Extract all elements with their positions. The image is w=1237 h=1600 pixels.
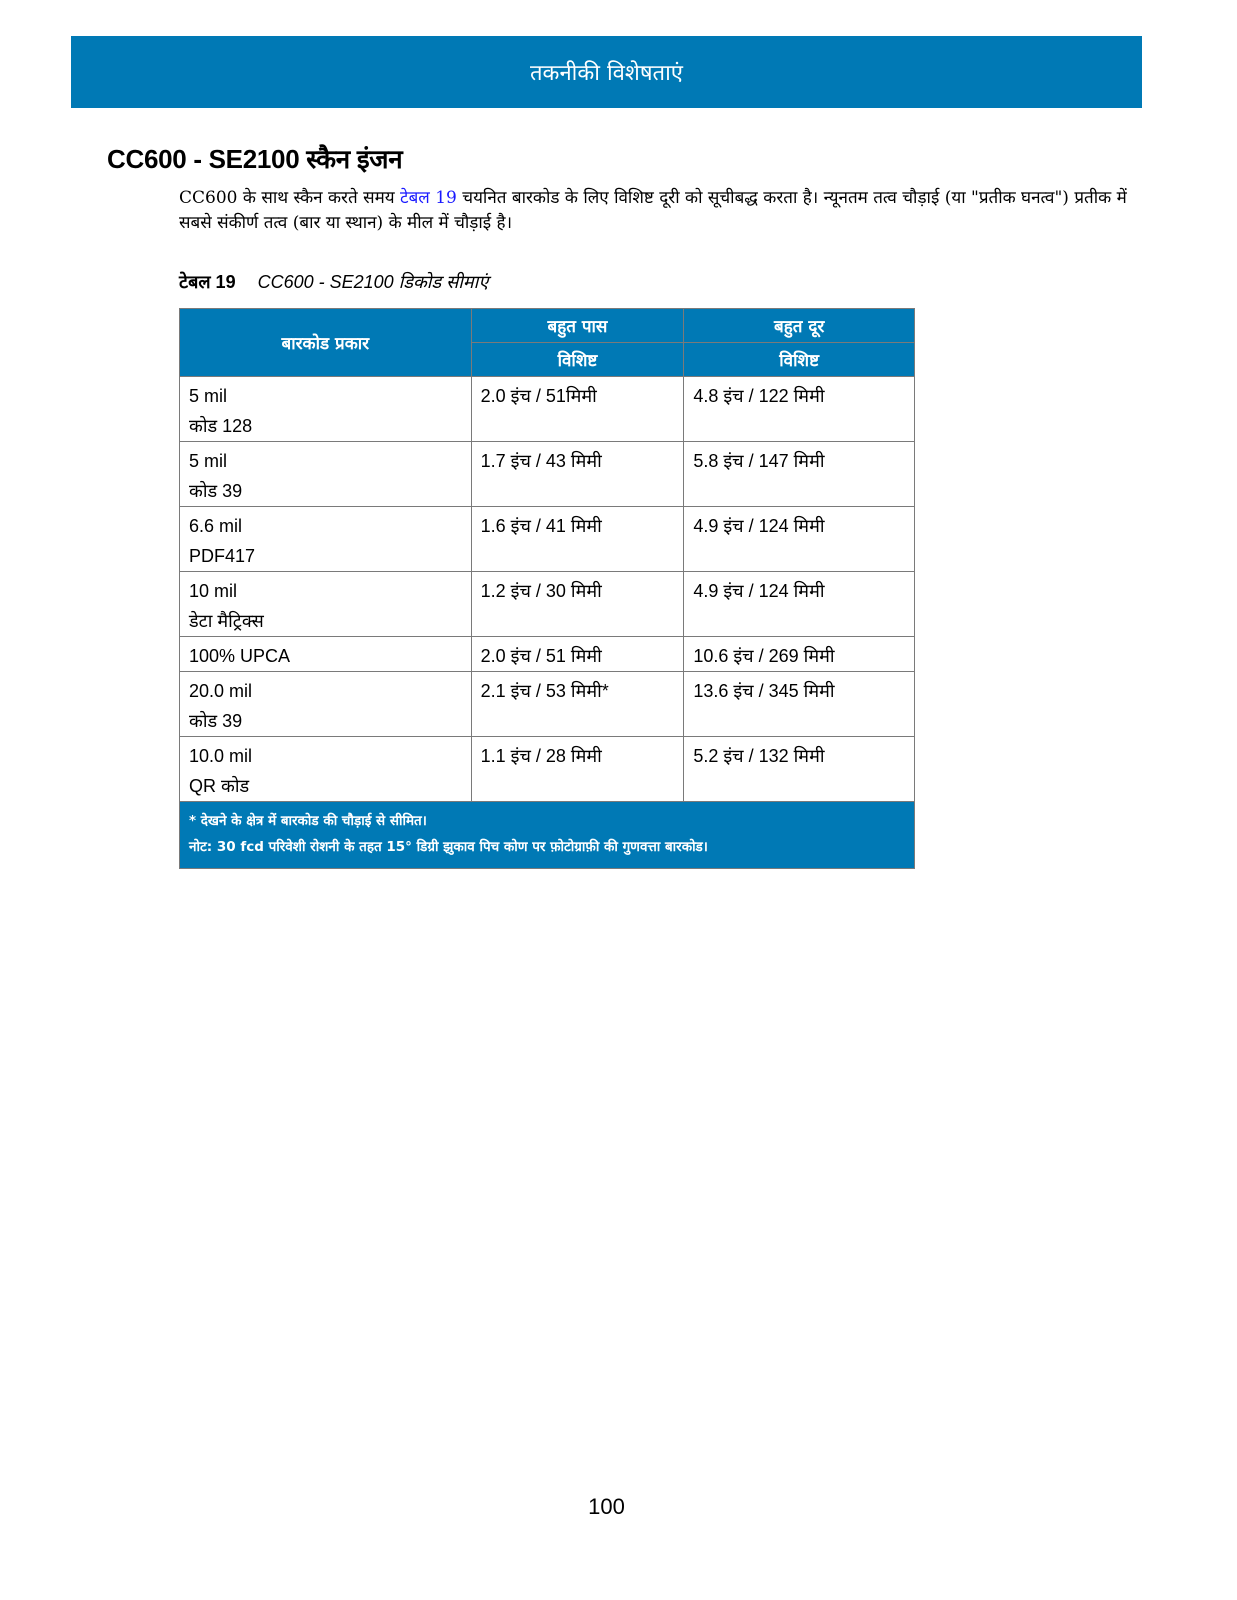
column-header-far: बहुत दूर [684,309,915,343]
intro-text-after: चयनित बारकोड के लिए विशिष्ट दूरी को सूचीबद्ध करता है। न्यूनतम तत्व चौड़ाई (या "प्रतीक घनत्व") प्रतीक में सबसे संकीर्ण तत्व (बार या स्थान) के मील में चौड़ाई है। [179,188,1127,233]
near-range-cell: 1.6 इंच / 41 मिमी [471,507,684,572]
far-range-cell: 5.8 इंच / 147 मिमी [684,442,915,507]
chapter-banner [71,36,1142,108]
far-range-cell: 5.2 इंच / 132 मिमी [684,737,915,802]
table-cross-reference-link[interactable]: टेबल 19 [400,188,457,208]
barcode-type-cell [180,637,472,672]
section-heading: CC600 - SE2100 स्कैन इंजन [107,144,403,174]
intro-paragraph [179,186,1139,236]
barcode-density: 6.6 mil [189,516,243,536]
barcode-type-cell [180,507,472,572]
table-row [180,637,915,672]
column-subheader-far-typical: विशिष्ट [684,343,915,377]
table-footnotes [180,802,915,869]
barcode-symbology: QR कोड [189,776,250,796]
far-range-cell: 10.6 इंच / 269 मिमी [684,637,915,672]
far-range-cell: 4.9 इंच / 124 मिमी [684,572,915,637]
table-row [180,572,915,637]
barcode-type-cell [180,442,472,507]
barcode-type-cell [180,737,472,802]
barcode-symbology: PDF417 [189,546,256,566]
column-subheader-near-typical: विशिष्ट [471,343,684,377]
footnote-test-conditions: नोट: 30 fcd परिवेशी रोशनी के तहत 15° डिग्री झुकाव पिच कोण पर फ़ोटोग्राफ़ी की गुणवत्ता बारकोड। [189,839,708,855]
table-footnote-row [180,802,915,869]
table-row [180,507,915,572]
near-range-cell: 2.1 इंच / 53 मिमी* [471,672,684,737]
table-caption-number: टेबल 19 [179,272,236,292]
near-range-cell: 1.1 इंच / 28 मिमी [471,737,684,802]
far-range-cell: 4.8 इंच / 122 मिमी [684,377,915,442]
barcode-symbology: डेटा मैट्रिक्स [189,611,264,631]
barcode-density: 5 mil [189,386,228,406]
intro-text-before: CC600 के साथ स्कैन करते समय [179,188,401,208]
barcode-symbology: कोड 39 [189,481,243,501]
barcode-symbology: कोड 128 [189,416,253,436]
table-row [180,672,915,737]
far-range-cell: 13.6 इंच / 345 मिमी [684,672,915,737]
barcode-type-cell [180,572,472,637]
column-header-barcode-type: बारकोड प्रकार [180,309,472,377]
table-row [180,377,915,442]
table-row [180,737,915,802]
table-caption-title: CC600 - SE2100 डिकोड सीमाएं [257,272,489,292]
barcode-density: 10 mil [189,581,238,601]
table-row [180,442,915,507]
barcode-density: 5 mil [189,451,228,471]
near-range-cell: 1.7 इंच / 43 मिमी [471,442,684,507]
barcode-density: 100% UPCA [189,646,291,666]
near-range-cell: 2.0 इंच / 51 मिमी [471,637,684,672]
near-range-cell: 2.0 इंच / 51मिमी [471,377,684,442]
table-caption [179,270,488,294]
chapter-title: तकनीकी विशेषताएं [530,61,683,86]
barcode-symbology: कोड 39 [189,711,243,731]
decode-ranges-table [179,308,915,869]
near-range-cell: 1.2 इंच / 30 मिमी [471,572,684,637]
page-number: 100 [588,1494,625,1519]
footnote-field-of-view: * देखने के क्षेत्र में बारकोड की चौड़ाई से सीमित। [189,813,427,829]
barcode-density: 10.0 mil [189,746,253,766]
barcode-density: 20.0 mil [189,681,253,701]
far-range-cell: 4.9 इंच / 124 मिमी [684,507,915,572]
barcode-type-cell [180,672,472,737]
barcode-type-cell [180,377,472,442]
column-header-near: बहुत पास [471,309,684,343]
